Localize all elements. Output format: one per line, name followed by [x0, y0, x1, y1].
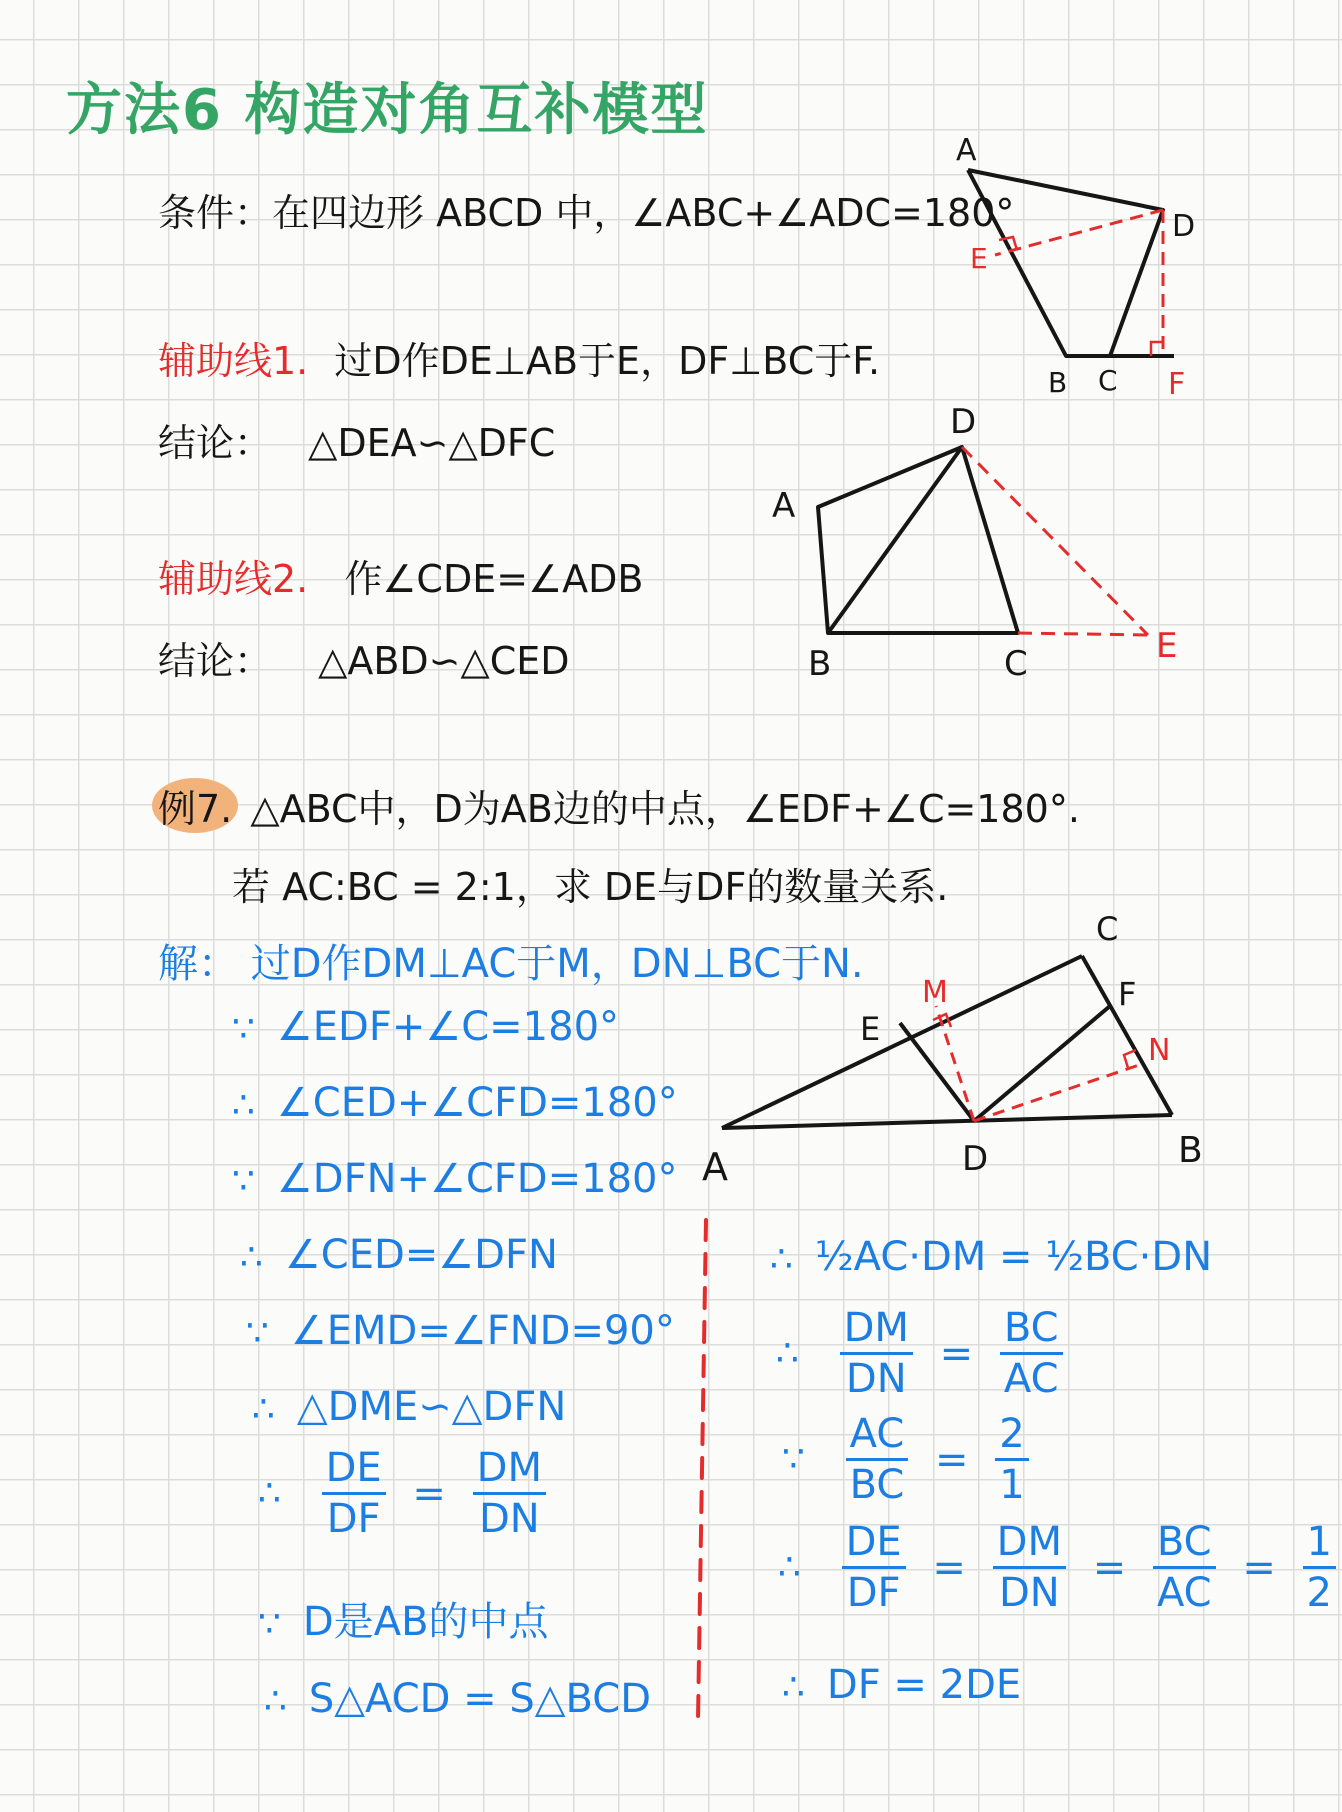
fraction-dm-dn: $\frac{DM}{DN}$ [993, 1522, 1066, 1613]
label-f: F [1168, 367, 1186, 402]
label-b: B [1178, 1130, 1203, 1171]
figure-1-quadrilateral [950, 130, 1210, 410]
step-1 [232, 1004, 619, 1050]
aux2-conclusion-value: △ABD∽△CED [318, 639, 570, 683]
label-c: C [1098, 364, 1118, 397]
therefore-symbol: ∴ [770, 1238, 793, 1280]
example-text1: △ABC中，D为AB边的中点，∠EDF+∠C=180°. [250, 787, 1080, 831]
step-3 [232, 1156, 677, 1202]
perpendicular-dn [974, 1064, 1142, 1121]
fraction-2-1: $\frac{2}{1}$ [995, 1414, 1028, 1505]
label-e: E [970, 242, 988, 275]
label-d: D [950, 402, 977, 442]
aux1-text: 过D作DE⊥AB于E，DF⊥BC于F. [334, 339, 881, 383]
equals-sign: = [932, 1544, 966, 1591]
label-n: N [1148, 1033, 1171, 1068]
label-e: E [1156, 626, 1178, 666]
step-text: ½AC·DM = ½BC·DN [814, 1234, 1213, 1280]
therefore-symbol: ∴ [232, 1084, 255, 1126]
label-a: A [956, 133, 977, 168]
therefore-symbol: ∴ [776, 1333, 799, 1374]
label-a: A [702, 1145, 728, 1189]
fraction-de-df: $\frac{DE}{DF}$ [842, 1522, 906, 1613]
fraction-dm-dn: $\frac{DM}{DN}$ [473, 1448, 546, 1539]
step-text: ∠CED=∠DFN [284, 1232, 558, 1278]
side-ab [722, 1115, 1172, 1128]
aux1-line [158, 330, 880, 385]
right-step-2 [776, 1305, 1069, 1402]
fraction-bc-ac: $\frac{BC}{AC}$ [1153, 1522, 1216, 1613]
therefore-symbol: ∴ [778, 1547, 801, 1588]
midpoint-step [258, 1590, 549, 1647]
step-4 [240, 1232, 558, 1278]
label-b: B [1048, 366, 1068, 399]
segment-ce [1018, 633, 1148, 635]
step-text: ∠CED+∠CFD=180° [276, 1080, 678, 1126]
fraction-ac-bc: $\frac{AC}{BC}$ [846, 1414, 909, 1505]
because-symbol: ∵ [258, 1603, 281, 1645]
label-d: D [962, 1139, 989, 1179]
segment-de [900, 1023, 974, 1121]
equals-sign: = [1242, 1544, 1276, 1591]
quadrilateral-abcd [968, 170, 1163, 356]
equals-sign: = [1092, 1544, 1127, 1591]
step-6 [252, 1384, 566, 1430]
step-text: S△ACD = S△BCD [308, 1676, 652, 1722]
therefore-symbol: ∴ [252, 1388, 275, 1430]
aux2-conclusion-label: 结论： [158, 639, 273, 683]
label-b: B [808, 644, 832, 684]
figure-2-quadrilateral [760, 395, 1200, 695]
step-text: ∠EMD=∠FND=90° [290, 1308, 675, 1354]
aux1-label: 辅助线1. [158, 339, 309, 383]
step-5 [246, 1308, 675, 1354]
step-text: ∠DFN+∠CFD=180° [276, 1156, 678, 1202]
fraction-de-df: $\frac{DE}{DF}$ [322, 1448, 386, 1539]
step-text: △DME∽△DFN [296, 1384, 567, 1430]
equals-sign: = [935, 1436, 969, 1483]
right-step-4 [778, 1519, 1342, 1616]
side-ac [722, 956, 1082, 1128]
solution-first: 过D作DM⊥AC于M，DN⊥BC于N. [250, 941, 864, 987]
page-title: 方法6 构造对角互补模型 [66, 78, 709, 143]
label-f: F [1118, 975, 1137, 1013]
example-marker: 例7. [152, 778, 238, 833]
aux1-conclusion-label: 结论： [158, 421, 273, 465]
label-a: A [772, 486, 796, 526]
label-d: D [1172, 209, 1196, 244]
condition-text: 条件：在四边形 ABCD 中，∠ABC+∠ADC=180° [158, 191, 1015, 235]
aux2-conclusion [158, 630, 570, 685]
step-2 [232, 1080, 678, 1126]
step-text: DF = 2DE [826, 1662, 1022, 1708]
aux2-line [158, 548, 643, 603]
perpendicular-de [995, 210, 1163, 255]
therefore-symbol: ∴ [258, 1473, 281, 1514]
right-step-1 [770, 1234, 1212, 1280]
therefore-symbol: ∴ [264, 1680, 287, 1722]
label-m: M [922, 975, 948, 1010]
because-symbol: ∵ [232, 1160, 255, 1202]
aux1-conclusion-value: △DEA∽△DFC [308, 421, 556, 465]
label-c: C [1096, 910, 1119, 948]
right-angle-mark-f [1151, 342, 1163, 356]
because-symbol: ∵ [246, 1312, 269, 1354]
equals-sign: = [939, 1330, 974, 1377]
figure-3-triangle [700, 900, 1220, 1200]
because-symbol: ∵ [782, 1439, 805, 1480]
therefore-symbol: ∴ [782, 1666, 805, 1708]
segment-df [974, 1006, 1110, 1121]
column-divider [690, 1210, 720, 1730]
fraction-dm-dn: $\frac{DM}{DN}$ [840, 1308, 913, 1399]
aux2-label: 辅助线2. [158, 557, 309, 601]
fraction-step-1 [258, 1445, 552, 1542]
perpendicular-dm [936, 1006, 974, 1121]
aux1-conclusion [158, 412, 555, 467]
example-line1 [152, 778, 1080, 833]
fraction-1-2: $\frac{1}{2}$ [1303, 1522, 1336, 1613]
because-symbol: ∵ [232, 1008, 255, 1050]
example-line2: 若 AC:BC = 2:1，求 DE与DF的数量关系. [232, 865, 949, 909]
aux2-text: 作∠CDE=∠ADB [344, 557, 644, 601]
label-e: E [860, 1010, 881, 1048]
fraction-bc-ac: $\frac{BC}{AC}$ [1000, 1308, 1063, 1399]
right-step-5 [782, 1662, 1021, 1708]
step-text: ∠EDF+∠C=180° [276, 1004, 620, 1050]
therefore-symbol: ∴ [240, 1236, 263, 1278]
step-text: D是AB的中点 [302, 1599, 549, 1645]
solution-label: 解： [158, 941, 238, 987]
equals-sign: = [412, 1470, 446, 1517]
right-step-3 [782, 1411, 1035, 1508]
label-c: C [1004, 644, 1028, 684]
area-step [264, 1676, 651, 1722]
